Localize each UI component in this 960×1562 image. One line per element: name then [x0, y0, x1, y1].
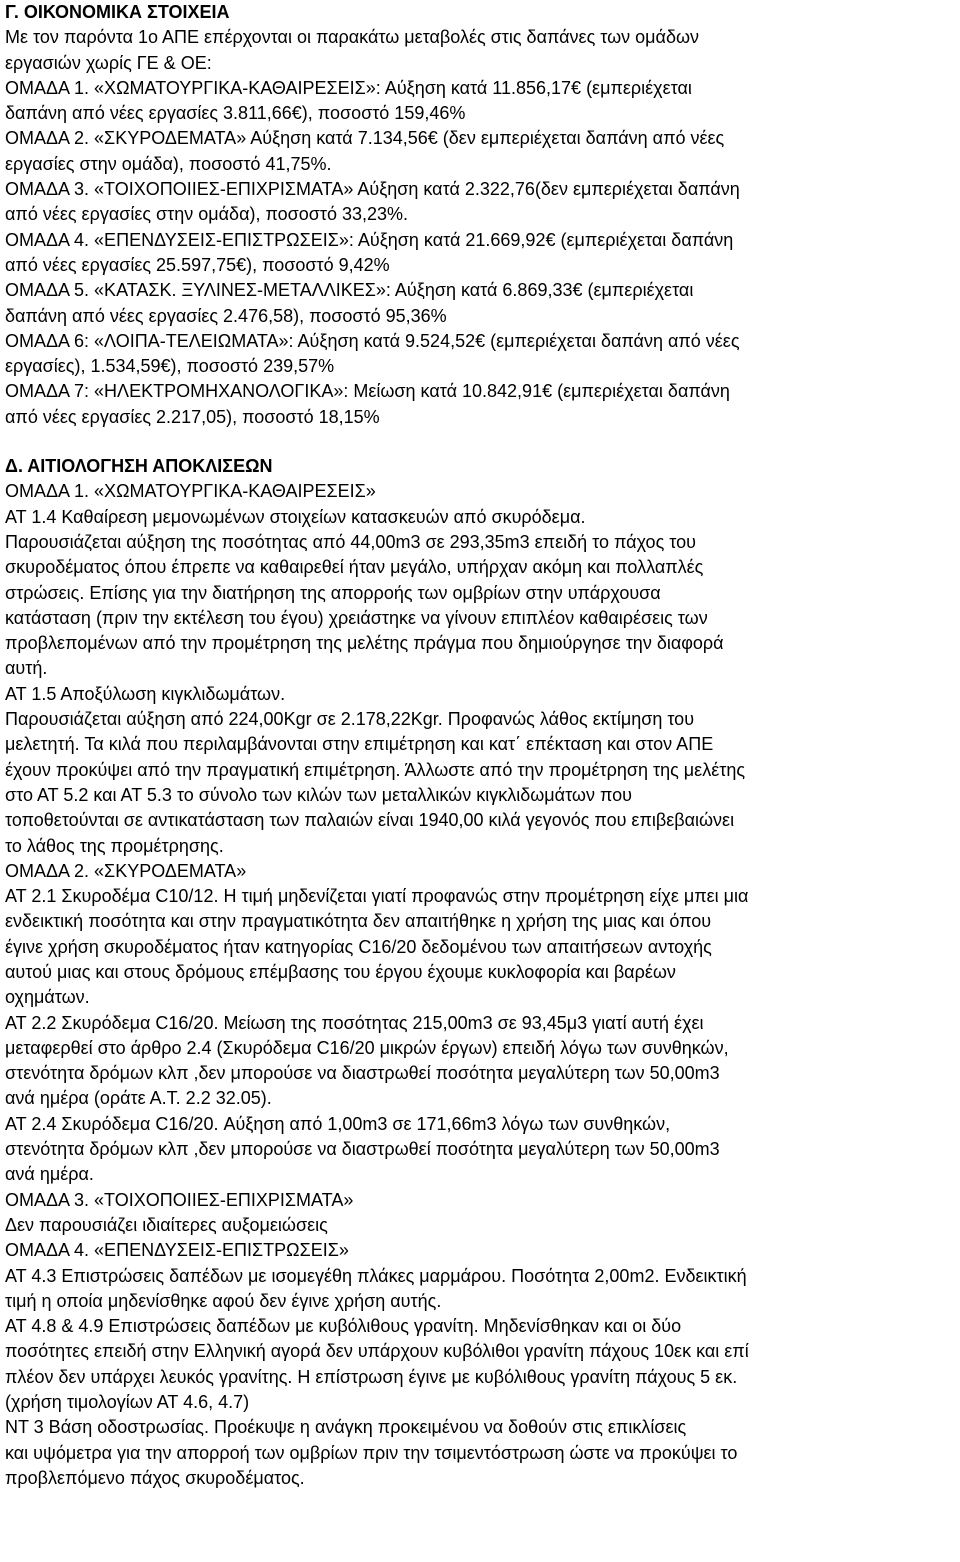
section-spacer: [5, 430, 952, 454]
section-d-heading: Δ. ΑΙΤΙΟΛΟΓΗΣΗ ΑΠΟΚΛΙΣΕΩΝ: [5, 456, 273, 477]
section-g-body: Με τον παρόντα 1ο ΑΠΕ επέρχονται οι παρακάτω μεταβολές στις δαπάνες των ομάδων εργασιών χωρίς ΓΕ & ΟΕ: ΟΜΑΔΑ 1. «ΧΩΜΑΤΟΥΡΓΙΚΑ-ΚΑΘΑΙΡΕΣΕΙΣ»: Αύξηση κατά 11.856,17€ (εμπεριέχεται δαπάνη από νέες εργασίες 3.811,66€), ποσοστό 159,46% ΟΜΑΔΑ 2. «ΣΚΥΡΟΔΕΜΑΤΑ» Αύξηση κατά 7.134,56€ (δεν εμπεριέχεται δαπάνη από νέες εργασίες στην ομάδα), ποσοστό 41,75%. ΟΜΑΔΑ 3. «ΤΟΙΧΟΠΟΙΙΕΣ-ΕΠΙΧΡΙΣΜΑΤΑ» Αύξηση κατά 2.322,76(δεν εμπεριέχεται δαπάνη από νέες εργασίες στην ομάδα), ποσοστό 33,23%. ΟΜΑΔΑ 4. «ΕΠΕΝΔΥΣΕΙΣ-ΕΠΙΣΤΡΩΣΕΙΣ»: Αύξηση κατά 21.669,92€ (εμπεριέχεται δαπάνη από νέες εργασίες 25.597,75€), ποσοστό 9,42% ΟΜΑΔΑ 5. «ΚΑΤΑΣΚ. ΞΥΛΙΝΕΣ-ΜΕΤΑΛΛΙΚΕΣ»: Αύξηση κατά 6.869,33€ (εμπεριέχεται δαπάνη από νέες εργασίες 2.476,58), ποσοστό 95,36% ΟΜΑΔΑ 6: «ΛΟΙΠΑ-ΤΕΛΕΙΩΜΑΤΑ»: Αύξηση κατά 9.524,52€ (εμπεριέχεται δαπάνη από νέες εργασίες), 1.534,59€), ποσοστό 239,57% ΟΜΑΔΑ 7: «ΗΛΕΚΤΡΟΜΗΧΑΝΟΛΟΓΙΚΑ»: Μείωση κατά 10.842,91€ (εμπεριέχεται δαπάνη από νέες εργασίες 2.217,05), ποσοστό 18,15%: [5, 27, 740, 427]
section-d-body: ΟΜΑΔΑ 1. «ΧΩΜΑΤΟΥΡΓΙΚΑ-ΚΑΘΑΙΡΕΣΕΙΣ» ΑΤ 1.4 Καθαίρεση μεμονωμένων στοιχείων κατασκευών από σκυρόδεμα. Παρουσιάζεται αύξηση της ποσότητας από 44,00m3 σε 293,35m3 επειδή το πάχος του σκυροδέματος όπου έπρεπε να καθαιρεθεί ήταν μεγάλο, υπήρχαν ακόμη και πολλαπλές στρώσεις. Επίσης για την διατήρηση της απορροής των ομβρίων στην υπάρχουσα κατάσταση (πριν την εκτέλεση του έγου) χρειάστηκε να γίνουν επιπλέον καθαιρέσεις των προβλεπομένων από την προμέτρηση της μελέτης πράγμα που δημιούργησε την διαφορά αυτή. ΑΤ 1.5 Αποξύλωση κιγκλιδωμάτων. Παρουσιάζεται αύξηση από 224,00Kgr σε 2.178,22Kgr. Προφανώς λάθος εκτίμηση του μελετητή. Τα κιλά που περιλαμβάνονται στην επιμέτρηση και κατ΄ επέκταση και στον ΑΠΕ έχουν προκύψει από την πραγματική επιμέτρηση. Άλλωστε από την προμέτρηση της μελέτης στο ΑΤ 5.2 και ΑΤ 5.3 το σύνολο των κιλών των μεταλλικών κιγκλιδωμάτων που τοποθετούνται σε αντικατάσταση των παλαιών είναι 1940,00 κιλά γεγονός που επιβεβαιώνει το λάθος της προμέτρησης. ΟΜΑΔΑ 2. «ΣΚΥΡΟΔΕΜΑΤΑ» ΑΤ 2.1 Σκυροδέμα C10/12. Η τιμή μηδενίζεται γιατί προφανώς στην προμέτρηση είχε μπει μια ενδεικτική ποσότητα και στην πραγματικότητα δεν απαιτήθηκε η χρήση της μιας και όπου έγινε χρήση σκυροδέματος ήταν κατηγορίας C16/20 δεδομένου των απαιτήσεων αντοχής αυτού μιας και στους δρόμους επέμβασης του έργου έχουμε κυκλοφορία και βαρέων οχημάτων. ΑΤ 2.2 Σκυρόδεμα C16/20. Μείωση της ποσότητας 215,00m3 σε 93,45μ3 γιατί αυτή έχει μεταφερθεί στο άρθρο 2.4 (Σκυρόδεμα C16/20 μικρών έργων) επειδή λόγω των συνθηκών, στενότητα δρόμων κλπ ,δεν μπορούσε να διαστρωθεί ποσότητα μεγαλύτερη των 50,00m3 ανά ημέρα (οράτε Α.Τ. 2.2 32.05). ΑΤ 2.4 Σκυρόδεμα C16/20. Αύξηση από 1,00m3 σε 171,66m3 λόγω των συνθηκών, στενότητα δρόμων κλπ ,δεν μπορούσε να διαστρωθεί ποσότητα μεγαλύτερη των 50,00m3 ανά ημέρα. ΟΜΑΔΑ 3. «ΤΟΙΧΟΠΟΙΙΕΣ-ΕΠΙΧΡΙΣΜΑΤΑ» Δεν παρουσιάζει ιδιαίτερες αυξομειώσεις ΟΜΑΔΑ 4. «ΕΠΕΝΔΥΣΕΙΣ-ΕΠΙΣΤΡΩΣΕΙΣ» ΑΤ 4.3 Επιστρώσεις δαπέδων με ισομεγέθη πλάκες μαρμάρου. Ποσότητα 2,00m2. Ενδεικτική τιμή η οποία μηδενίσθηκε αφού δεν έγινε χρήση αυτής. ΑΤ 4.8 & 4.9 Επιστρώσεις δαπέδων με κυβόλιθους γρανίτη. Μηδενίσθηκαν και οι δύο ποσότητες επειδή στην Ελληνική αγορά δεν υπάρχουν κυβόλιθοι γρανίτη πάχους 10εκ και επί πλέον δεν υπάρχει λευκός γρανίτης. Η επίστρωση έγινε με κυβόλιθους γρανίτη πάχους 5 εκ. (χρήση τιμολογίων ΑΤ 4.6, 4.7) ΝΤ 3 Βάση οδοστρωσίας. Προέκυψε η ανάγκη προκειμένου να δοθούν στις επικλίσεις και υψόμετρα για την απορροή των ομβρίων πριν την τσιμεντόστρωση ώστε να προκύψει το προβλεπόμενο πάχος σκυροδέματος.: [5, 481, 749, 1488]
section-g-heading: Γ. ΟΙΚΟΝΟΜΙΚΑ ΣΤΟΙΧΕΙΑ: [5, 2, 230, 22]
